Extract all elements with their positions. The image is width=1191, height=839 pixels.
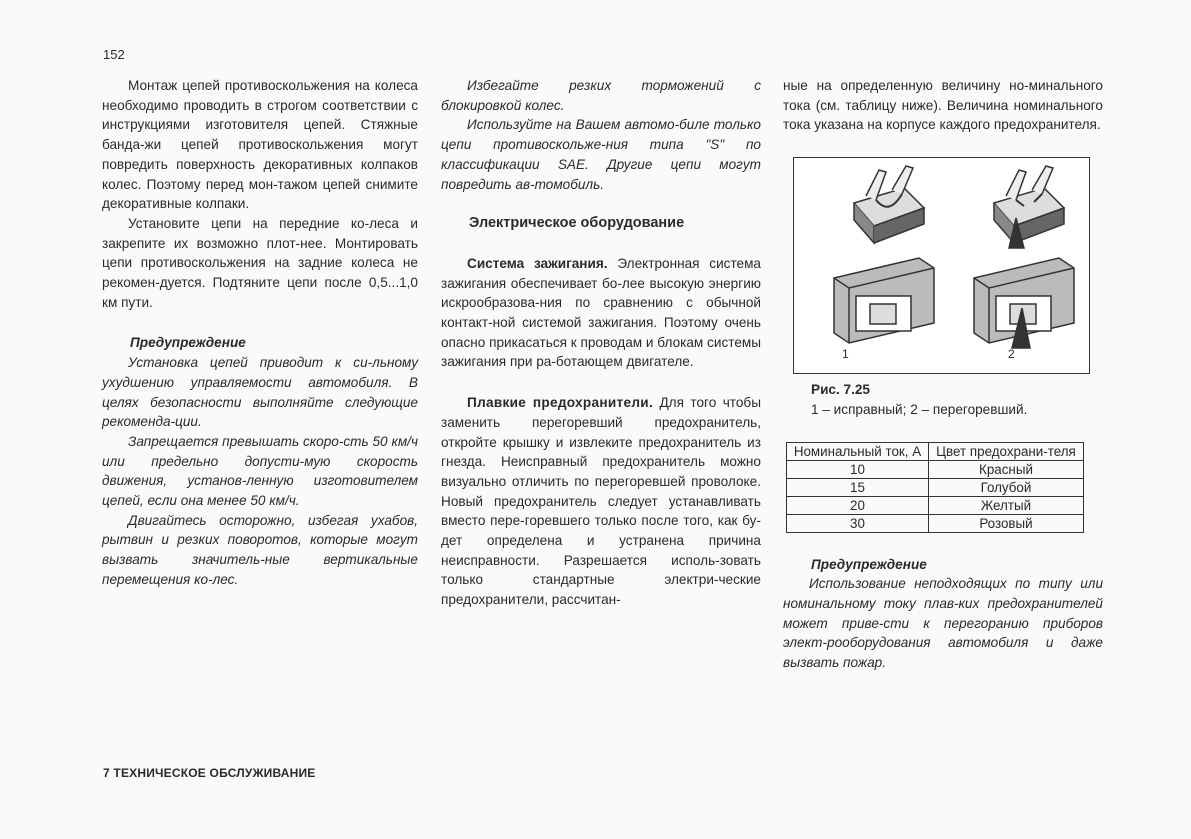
figure-caption: 1 – исправный; 2 – перегоревший. bbox=[811, 401, 1028, 417]
fuses-text: Для того чтобы заменить перегоревший предохранитель, откройте крышку и извлеките предохранитель из гнезда. Неисправный предохранитель можно визуально отличить по перегоревшей проволоке. Новый предохранитель следует устанавливать вместо пере-горевшего только после того, как бу-дет определена и устранена причина неисправности. Разрешается исполь-зовать только стандартные электри-ческие предохранители, рассчитан- bbox=[441, 395, 761, 608]
page-number: 152 bbox=[103, 47, 125, 62]
ignition-title: Система зажигания. bbox=[467, 255, 608, 271]
column-middle bbox=[441, 76, 761, 610]
table-header-row bbox=[787, 442, 1084, 460]
cell-color: Красный bbox=[928, 460, 1083, 478]
table-row bbox=[787, 460, 1084, 478]
cell-color: Розовый bbox=[928, 514, 1083, 532]
header-current: Номинальный ток, А bbox=[787, 442, 929, 460]
ignition-text: Электронная система зажигания обеспечивает бо-лее высокую энергию искрообразова-ния по сравнению с обычной контакт-ной системой зажигания. Поэтому очень опасно прикасаться к проводам и блокам системы зажигания при ра-ботающем двигателе. bbox=[441, 255, 761, 370]
fuse-table bbox=[786, 442, 1084, 533]
warning-paragraph: Использование неподходящих по типу или номинальному току плав-ких предохранителей может приве-сти к перегоранию приборов элект-рооборудования автомобиля и даже вызвать пожар. bbox=[783, 576, 1103, 671]
header-color: Цвет предохрани-теля bbox=[928, 442, 1083, 460]
footer-section-title: 7 ТЕХНИЧЕСКОЕ ОБСЛУЖИВАНИЕ bbox=[103, 766, 316, 780]
cell-color: Желтый bbox=[928, 496, 1083, 514]
warning-paragraph: Избегайте резких торможений с блокировкой колес. bbox=[441, 78, 761, 113]
paragraph-chains-install: Установите цепи на передние ко-леса и закрепите их возможно плот-нее. Монтировать цепи противоскольжения на задние колеса не рекомен-дуется. Подтяните цепи после 0,5...1,0 км пути. bbox=[102, 215, 418, 310]
table-row bbox=[787, 496, 1084, 514]
warning-heading: Предупреждение bbox=[811, 556, 927, 572]
fuse-blown-drawing bbox=[974, 166, 1074, 348]
cell-current: 30 bbox=[787, 514, 929, 532]
warning-paragraph: Установка цепей приводит к си-льному ухудшению управляемости автомобиля. В целях безопасности выполняйте следующие рекоменда-ции. bbox=[102, 355, 418, 430]
figure-title: Рис. 7.25 bbox=[811, 382, 870, 398]
warning-paragraph: Используйте на Вашем автомо-биле только цепи противоскольже-ния типа "S" по классификации SAE. Другие цепи могут повредить ав-томобиль. bbox=[441, 117, 761, 192]
figure-label-2: 2 bbox=[1008, 347, 1015, 362]
paragraph-chains-mounting: Монтаж цепей противоскольжения на колеса необходимо проводить в строгом соответствии с инструкциями изготовителя цепей. Стяжные банда-жи цепей противоскольжения могут повредить поверхность декоративных колпаков колес. Поэтому перед мон-тажом цепей снимите декоративные колпаки. bbox=[102, 78, 418, 212]
fuse-illustration bbox=[794, 158, 1089, 373]
paragraph-ignition bbox=[441, 254, 761, 372]
paragraph-fuses bbox=[441, 393, 761, 610]
cell-current: 15 bbox=[787, 478, 929, 496]
table-row bbox=[787, 478, 1084, 496]
fuse-intact-drawing bbox=[834, 166, 934, 343]
cell-current: 10 bbox=[787, 460, 929, 478]
warning-paragraph: Запрещается превышать скоро-сть 50 км/ч или предельно допусти-мую скорость движения, установ-ленную изготовителем цепей, если она менее 50 км/ч. bbox=[102, 433, 418, 509]
section-heading: Электрическое оборудование bbox=[469, 215, 685, 232]
paragraph-continued: ные на определенную величину но-минального тока (см. таблицу ниже). Величина номинального тока указана на корпусе каждого предохранителя. bbox=[783, 78, 1103, 133]
warning-paragraph: Двигайтесь осторожно, избегая ухабов, рытвин и резких поворотов, которые могут вызвать значитель-ные вертикальные перемещения ко-лес. bbox=[102, 512, 418, 587]
cell-current: 20 bbox=[787, 496, 929, 514]
table-row bbox=[787, 514, 1084, 532]
column-left bbox=[102, 76, 418, 590]
warning-heading: Предупреждение bbox=[130, 335, 246, 351]
figure-label-1: 1 bbox=[842, 347, 849, 362]
cell-color: Голубой bbox=[928, 478, 1083, 496]
fuses-title: Плавкие предохранители. bbox=[467, 395, 654, 411]
column-right bbox=[783, 76, 1103, 673]
fuse-figure bbox=[793, 157, 1090, 374]
